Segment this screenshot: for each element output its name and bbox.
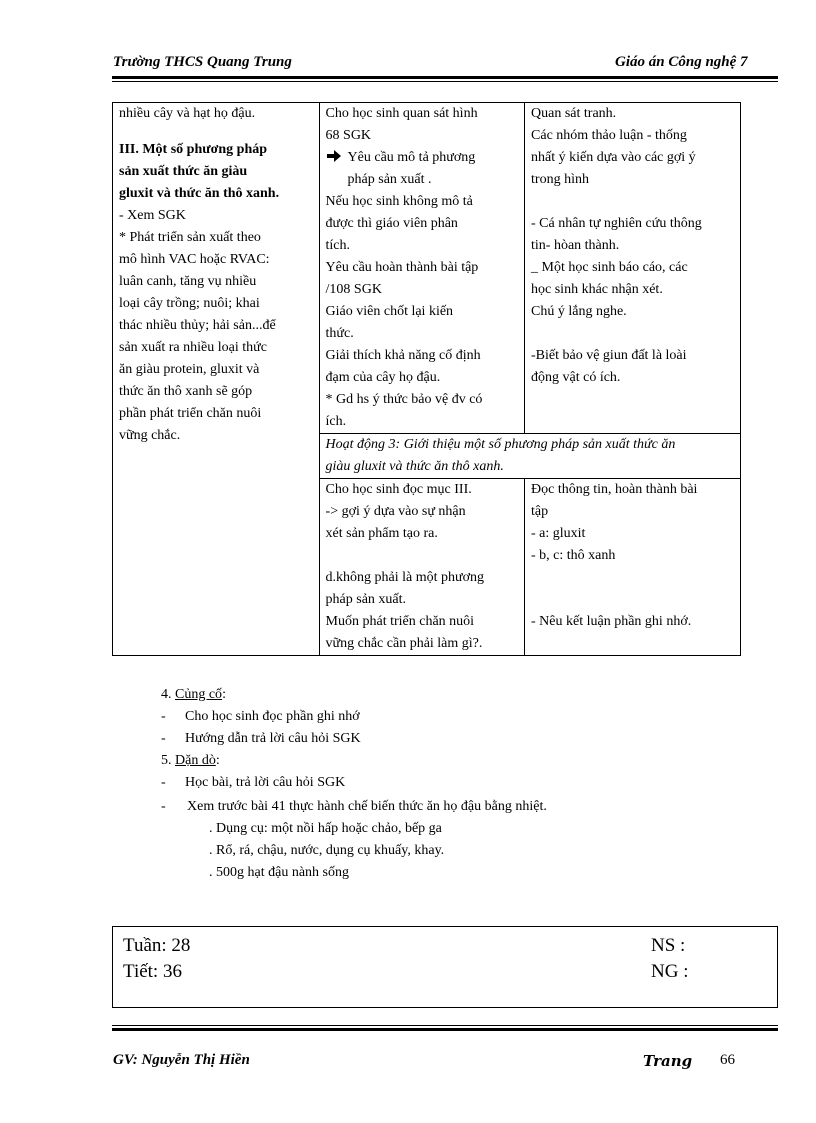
list-item: Hướng dẫn trả lời câu hỏi SGK xyxy=(185,731,361,746)
bullet-mark: - xyxy=(161,709,166,724)
content-line: * Phát triển sản xuất theo xyxy=(119,230,261,245)
content-line: 68 SGK xyxy=(325,128,372,143)
lesson-table xyxy=(112,102,741,656)
content-line: phần phát triển chăn nuôi xyxy=(119,406,262,421)
content-line: - Xem SGK xyxy=(119,208,186,223)
list-item: Học bài, trả lời câu hỏi SGK xyxy=(185,775,346,790)
content-line: Chú ý lắng nghe. xyxy=(531,304,627,319)
content-line: Giáo viên chốt lại kiến xyxy=(325,304,454,319)
section-number: 5. xyxy=(161,753,172,768)
page-number: 66 xyxy=(720,1052,735,1068)
arrow-right-icon xyxy=(326,147,348,169)
content-line: _ Một học sinh báo cáo, các xyxy=(531,260,688,275)
content-line: - Cá nhân tự nghiên cứu thông xyxy=(531,216,702,231)
content-line: -Biết bảo vệ giun đất là loài xyxy=(531,348,687,363)
content-line: nhất ý kiến dựa vào các gợi ý xyxy=(531,150,696,165)
content-column xyxy=(113,103,320,656)
arrow-item xyxy=(326,147,520,169)
content-line: vững chắc cần phải làm gì?. xyxy=(325,636,483,651)
content-line: vững chắc. xyxy=(119,428,181,443)
content-line: - Nêu kết luận phần ghi nhớ. xyxy=(531,614,692,629)
content-line: - b, c: thô xanh xyxy=(531,548,616,563)
content-line: loại cây trồng; nuôi; khai xyxy=(119,296,260,311)
content-line: được thì giáo viên phân xyxy=(325,216,458,231)
content-line: thức ăn thô xanh sẽ góp xyxy=(119,384,253,399)
content-line: nhiều cây và hạt họ đậu. xyxy=(119,106,256,121)
content-line: Cho học sinh đọc mục III. xyxy=(325,482,472,497)
content-line: đạm của cây họ đậu. xyxy=(325,370,441,385)
student-column xyxy=(525,103,741,434)
activity-line: giàu gluxit và thức ăn thô xanh. xyxy=(325,459,504,474)
section-title: Dặn dò xyxy=(175,753,216,768)
content-line: /108 SGK xyxy=(325,282,382,297)
content-line: ích. xyxy=(325,414,347,429)
content-line: Yêu cầu mô tả phương xyxy=(347,150,476,165)
section-heading: gluxit và thức ăn thô xanh. xyxy=(119,186,280,201)
activity-line: Hoạt động 3: Giới thiệu một số phương pháp sản xuất thức ăn xyxy=(325,437,676,452)
sub-item: . Dụng cụ: một nồi hấp hoặc chảo, bếp ga xyxy=(209,821,442,836)
section-title: Củng cố xyxy=(175,687,223,702)
footer-rule-thin xyxy=(112,1025,778,1026)
content-line: ăn giàu protein, gluxit và xyxy=(119,362,260,377)
period-label: Tiết: 36 xyxy=(123,961,182,982)
ns-label: NS : xyxy=(651,935,686,956)
bullet-mark: - xyxy=(161,731,166,746)
bullet-mark: - xyxy=(161,799,166,814)
list-item: Xem trước bài 41 thực hành chế biến thức ăn họ đậu bằng nhiệt. xyxy=(187,799,547,814)
section-colon: : xyxy=(215,753,220,768)
content-line: * Gd hs ý thức bảo vệ đv có xyxy=(325,392,483,407)
content-line: tích. xyxy=(325,238,351,253)
teacher-column xyxy=(319,103,524,434)
section-colon: : xyxy=(222,687,226,702)
content-line: thức. xyxy=(325,326,354,341)
next-lesson-box xyxy=(112,926,778,1008)
content-line: thác nhiều thủy; hải sản...để xyxy=(119,318,276,333)
content-line: Yêu cầu hoàn thành bài tập xyxy=(325,260,479,275)
content-line: học sinh khác nhận xét. xyxy=(531,282,663,297)
content-line: Đọc thông tin, hoàn thành bài xyxy=(531,482,698,497)
week-label: Tuần: 28 xyxy=(123,935,191,956)
content-line: Quan sát tranh. xyxy=(531,106,617,121)
content-line: Muốn phát triển chăn nuôi xyxy=(325,614,475,629)
content-line: luân canh, tăng vụ nhiều xyxy=(119,274,257,289)
header-school: Trường THCS Quang Trung xyxy=(113,54,292,70)
bullet-mark: - xyxy=(161,775,166,790)
activity-3-heading xyxy=(319,434,740,479)
content-line: sản xuất ra nhiều loại thức xyxy=(119,340,267,355)
content-line: d.không phải là một phương xyxy=(325,570,485,585)
content-line: Giải thích khả năng cố định xyxy=(325,348,481,363)
content-line: pháp sản xuất . xyxy=(347,172,432,187)
section-heading: III. Một số phương pháp xyxy=(119,142,268,157)
footer-page-label: Trang xyxy=(643,1052,693,1070)
content-line: động vật có ích. xyxy=(531,370,621,385)
consolidation-heading xyxy=(161,684,226,706)
section-heading: sản xuất thức ăn giàu xyxy=(119,164,248,179)
content-line: - a: gluxit xyxy=(531,526,586,541)
content-line: Các nhóm thảo luận - thống xyxy=(531,128,687,143)
ng-label: NG : xyxy=(651,961,689,982)
homework-heading xyxy=(161,750,220,772)
footer-rule-thick xyxy=(112,1028,778,1031)
sub-item: . Rổ, rá, chậu, nước, dụng cụ khuấy, khay. xyxy=(209,843,445,858)
list-item: Cho học sinh đọc phần ghi nhớ xyxy=(185,709,360,724)
content-line: tin- hòan thành. xyxy=(531,238,620,253)
content-line: Nếu học sinh không mô tả xyxy=(325,194,473,209)
footer-teacher: GV: Nguyễn Thị Hiền xyxy=(113,1052,250,1068)
section-number: 4. xyxy=(161,687,172,702)
content-line: pháp sản xuất. xyxy=(325,592,407,607)
sub-item: . 500g hạt đậu nành sống xyxy=(209,865,349,880)
content-line: mô hình VAC hoặc RVAC: xyxy=(119,252,270,267)
content-line: tập xyxy=(531,504,549,519)
content-line: trong hình xyxy=(531,172,589,187)
header-rule-thin xyxy=(112,81,778,82)
table-row xyxy=(113,103,741,434)
teacher-column xyxy=(319,479,524,656)
content-line: xét sản phẩm tạo ra. xyxy=(325,526,438,541)
content-line: -> gợi ý dựa vào sự nhận xyxy=(325,504,466,519)
header-rule-thick xyxy=(112,76,778,79)
header-subject: Giáo án Công nghệ 7 xyxy=(615,54,748,70)
content-line: Cho học sinh quan sát hình xyxy=(325,106,478,121)
student-column xyxy=(525,479,741,656)
